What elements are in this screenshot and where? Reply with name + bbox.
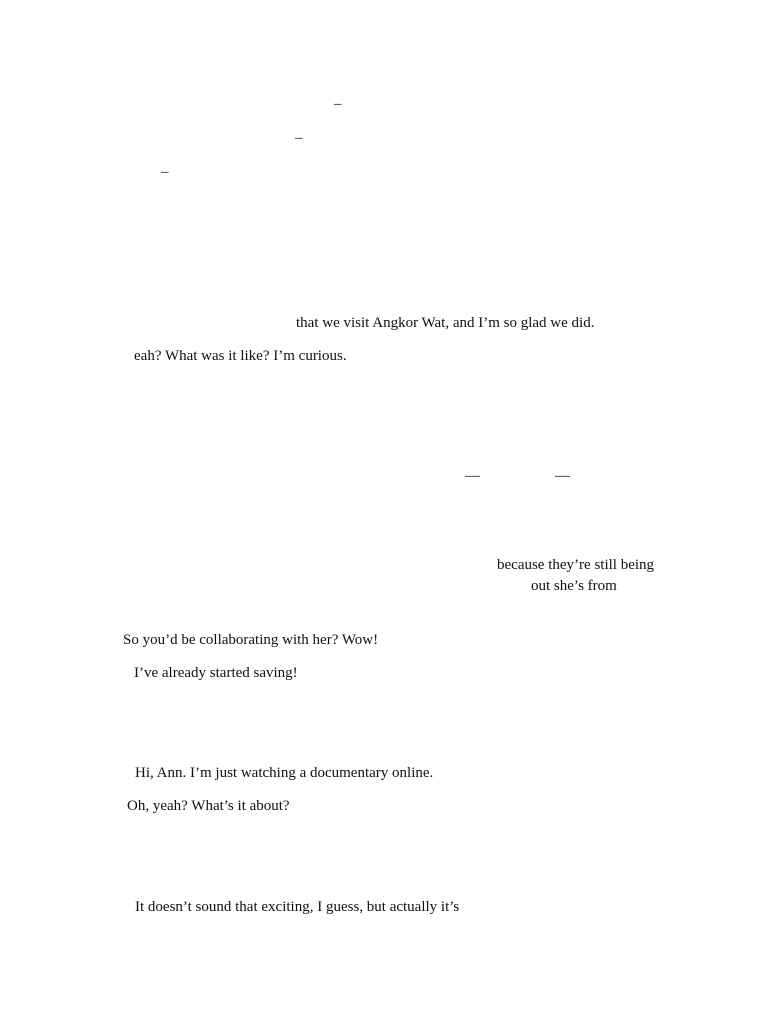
line-curious: eah? What was it like? I’m curious. xyxy=(134,348,347,364)
line-angkor-wat: that we visit Angkor Wat, and I’m so glad we did. xyxy=(296,315,595,331)
underscore-mark-3: _ xyxy=(161,159,169,175)
line-out-shes-from: out she’s from xyxy=(531,578,617,594)
line-collaborating: So you’d be collaborating with her? Wow! xyxy=(123,632,379,648)
emdash-mark-1: — xyxy=(465,468,480,484)
line-still-being: because they’re still being xyxy=(497,557,655,573)
line-saving: I’ve already started saving! xyxy=(134,665,298,681)
line-hi-ann: Hi, Ann. I’m just watching a documentary online. xyxy=(135,765,434,781)
underscore-mark-2: _ xyxy=(295,125,303,141)
underscore-mark-1: _ xyxy=(334,91,342,107)
line-whats-it-about: Oh, yeah? What’s it about? xyxy=(127,798,290,814)
emdash-mark-2: — xyxy=(555,468,570,484)
line-exciting: It doesn’t sound that exciting, I guess, but actually it’s xyxy=(135,899,460,915)
